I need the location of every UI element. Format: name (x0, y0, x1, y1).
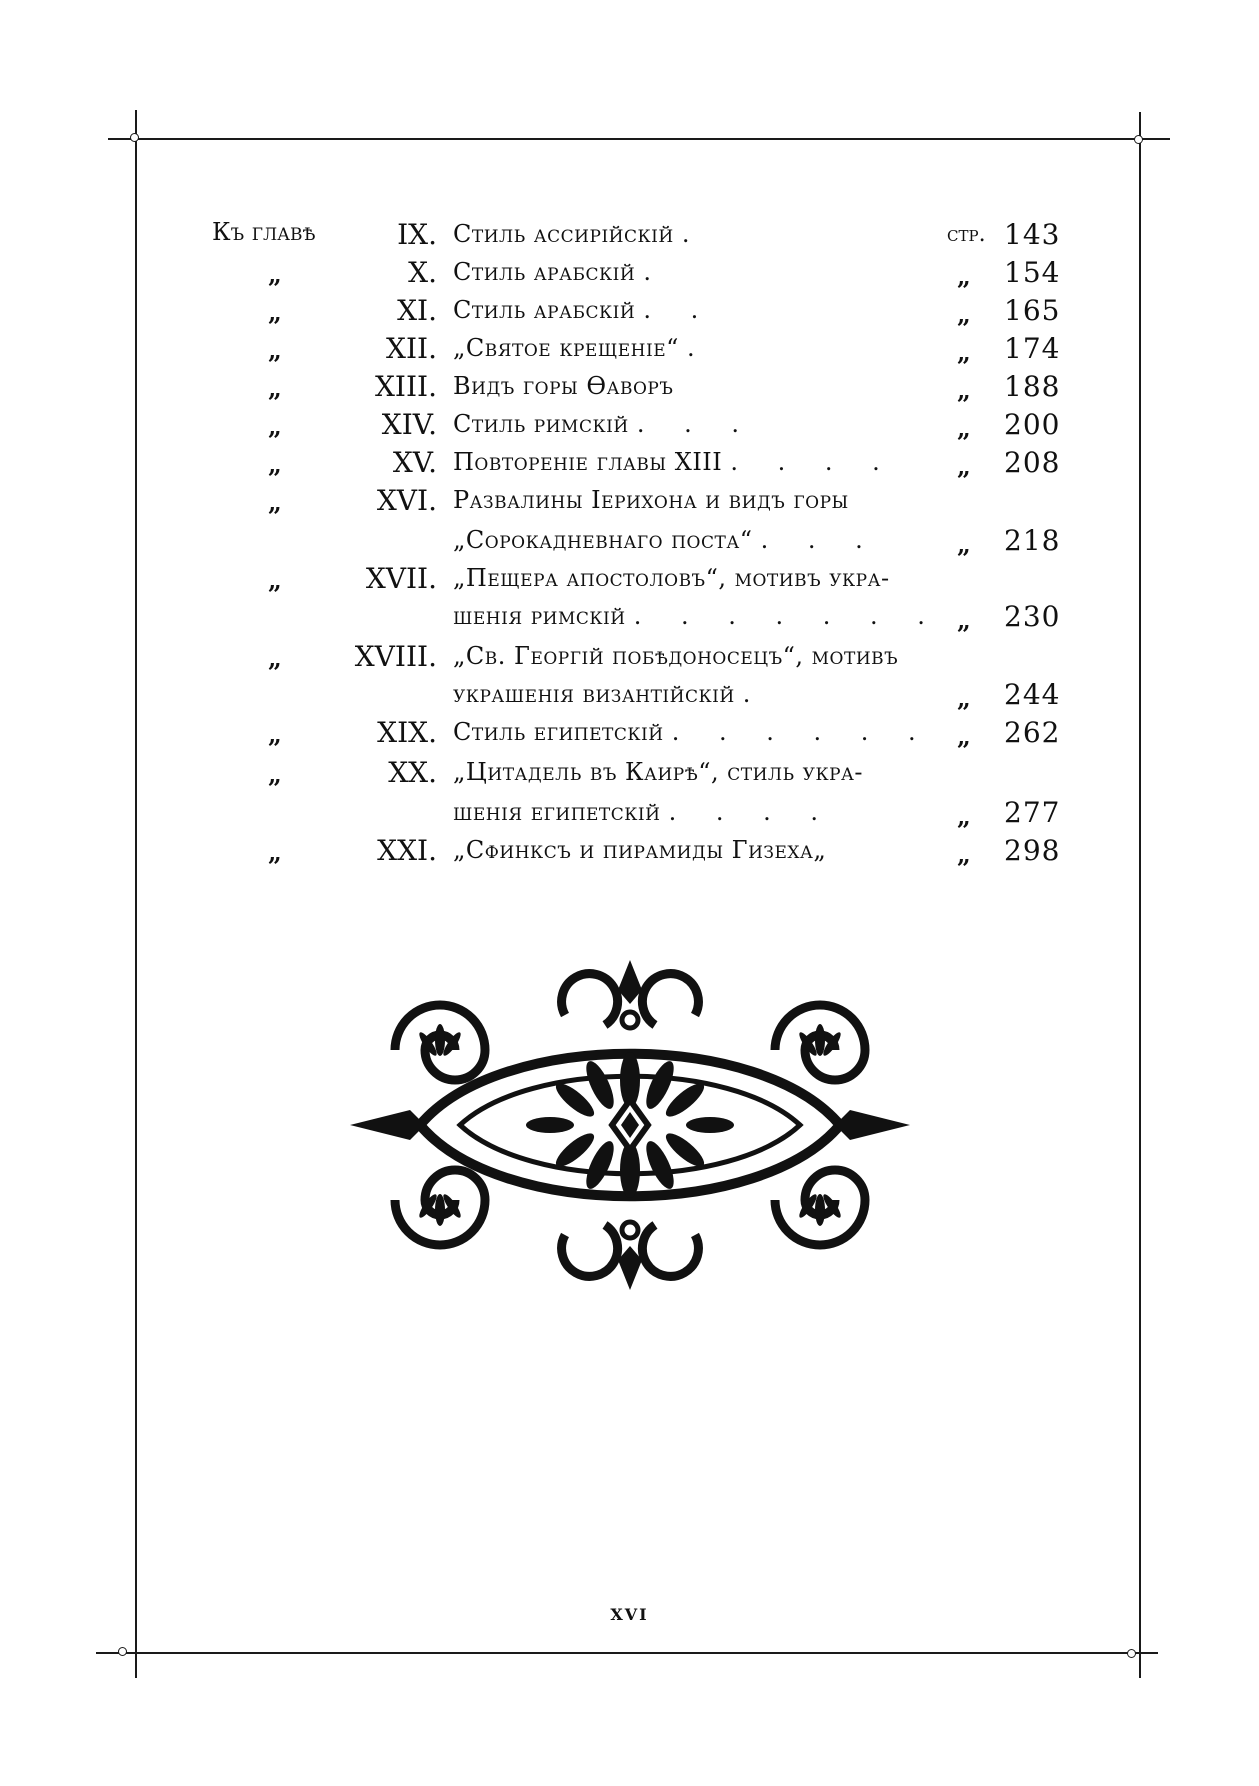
chapter-title: „Св. Георгій побѣдоносецъ“, мотивъ (453, 642, 899, 670)
chapter-number: XIII. (374, 370, 437, 403)
page-ditto-mark: „ (957, 414, 971, 443)
page-number: 174 (1004, 332, 1061, 365)
chapter-title: „Пещера апостоловъ“, мотивъ укра- (453, 564, 890, 592)
page-ditto-mark: „ (957, 722, 971, 751)
page-number: 244 (1004, 678, 1061, 711)
chapter-number: XVIII. (354, 640, 437, 673)
toc-row (0, 834, 1259, 872)
page-number: 277 (1004, 796, 1061, 829)
toc-row (0, 640, 1259, 678)
folio-page-number: XVI (610, 1605, 649, 1624)
toc-row (0, 446, 1259, 484)
page-number: 165 (1004, 294, 1061, 327)
chapter-title: „Сфинксъ и пирамиды Гизеха„ (453, 836, 827, 864)
toc-row (0, 370, 1259, 408)
ditto-mark: „ (268, 566, 282, 595)
chapter-title: Стиль арабскій . . (453, 296, 715, 324)
page-ditto-mark: „ (957, 606, 971, 635)
chapter-title: Повтореніе главы XIII . . . . (453, 448, 896, 476)
chapter-title: „Цитадель въ Каирѣ“, стиль укра- (453, 758, 864, 786)
toc-row (0, 256, 1259, 294)
chapter-number: XX. (388, 756, 437, 789)
ditto-mark: „ (268, 488, 282, 517)
chapter-number: XI. (397, 294, 437, 327)
page-label: стр. (947, 222, 986, 247)
chapter-title: Стиль арабскій . (453, 258, 667, 286)
toc-row (0, 332, 1259, 370)
chapter-title: „Святое крещеніе“ . (453, 334, 711, 362)
toc-row (0, 562, 1259, 600)
toc-row (0, 484, 1259, 522)
page-number: 143 (1004, 218, 1061, 251)
page-number: 262 (1004, 716, 1061, 749)
ditto-mark: „ (268, 838, 282, 867)
toc-row-continuation (0, 796, 1259, 834)
page-ditto-mark: „ (957, 300, 971, 329)
chapter-number: XV. (392, 446, 437, 479)
page-ditto-mark: „ (957, 262, 971, 291)
chapter-number: XIV. (381, 408, 437, 441)
toc-row (0, 408, 1259, 446)
page-ditto-mark: „ (957, 376, 971, 405)
toc-row-continuation (0, 524, 1259, 562)
page-number: 154 (1004, 256, 1061, 289)
chapter-title-continued: шенія римскій . . . . . . . (453, 602, 941, 630)
page-number: 200 (1004, 408, 1061, 441)
page-ditto-mark: „ (957, 802, 971, 831)
chapter-number: XVII. (365, 562, 437, 595)
page-number: 298 (1004, 834, 1061, 867)
page-number: 208 (1004, 446, 1061, 479)
chapter-number: IX. (397, 218, 437, 251)
toc-row-continuation (0, 600, 1259, 638)
ditto-mark: „ (268, 374, 282, 403)
chapter-title-continued: шенія египетскій . . . . (453, 798, 835, 826)
page-number: 230 (1004, 600, 1061, 633)
toc-row (0, 294, 1259, 332)
toc-row-continuation (0, 678, 1259, 716)
chapter-title-continued: „Сорокадневнаго поста“ . . . (453, 526, 879, 554)
page-number: 188 (1004, 370, 1061, 403)
chapter-number: XXI. (377, 834, 437, 867)
chapter-title: Стиль египетскій . . . . . . (453, 718, 932, 746)
ditto-mark: „ (268, 260, 282, 289)
chapter-number: X. (408, 256, 437, 289)
ditto-mark: „ (268, 720, 282, 749)
toc-row (0, 218, 1259, 256)
ditto-mark: „ (268, 644, 282, 673)
chapter-title: Стиль римскій . . . (453, 410, 755, 438)
ditto-mark: „ (268, 760, 282, 789)
ditto-mark: „ (268, 450, 282, 479)
chapter-number: XVI. (376, 484, 437, 517)
chapter-title-continued: украшенія византійскій . (453, 680, 767, 708)
ditto-mark: „ (268, 336, 282, 365)
page-number: 218 (1004, 524, 1061, 557)
page-ditto-mark: „ (957, 452, 971, 481)
toc-row (0, 716, 1259, 754)
ditto-mark: „ (268, 412, 282, 441)
toc-row (0, 756, 1259, 794)
lead-label: Къ главѣ (212, 218, 316, 246)
page-ditto-mark: „ (957, 530, 971, 559)
chapter-number: XII. (386, 332, 437, 365)
chapter-title: Видъ горы Ѳаворъ (453, 372, 674, 400)
ditto-mark: „ (268, 298, 282, 327)
decorative-ornament (350, 960, 910, 1290)
chapter-title: Развалины Іерихона и видъ горы (453, 486, 849, 514)
page-ditto-mark: „ (957, 684, 971, 713)
page-ditto-mark: „ (957, 338, 971, 367)
chapter-title: Стиль ассирійскій . (453, 220, 706, 248)
page-ditto-mark: „ (957, 840, 971, 869)
chapter-number: XIX. (377, 716, 437, 749)
